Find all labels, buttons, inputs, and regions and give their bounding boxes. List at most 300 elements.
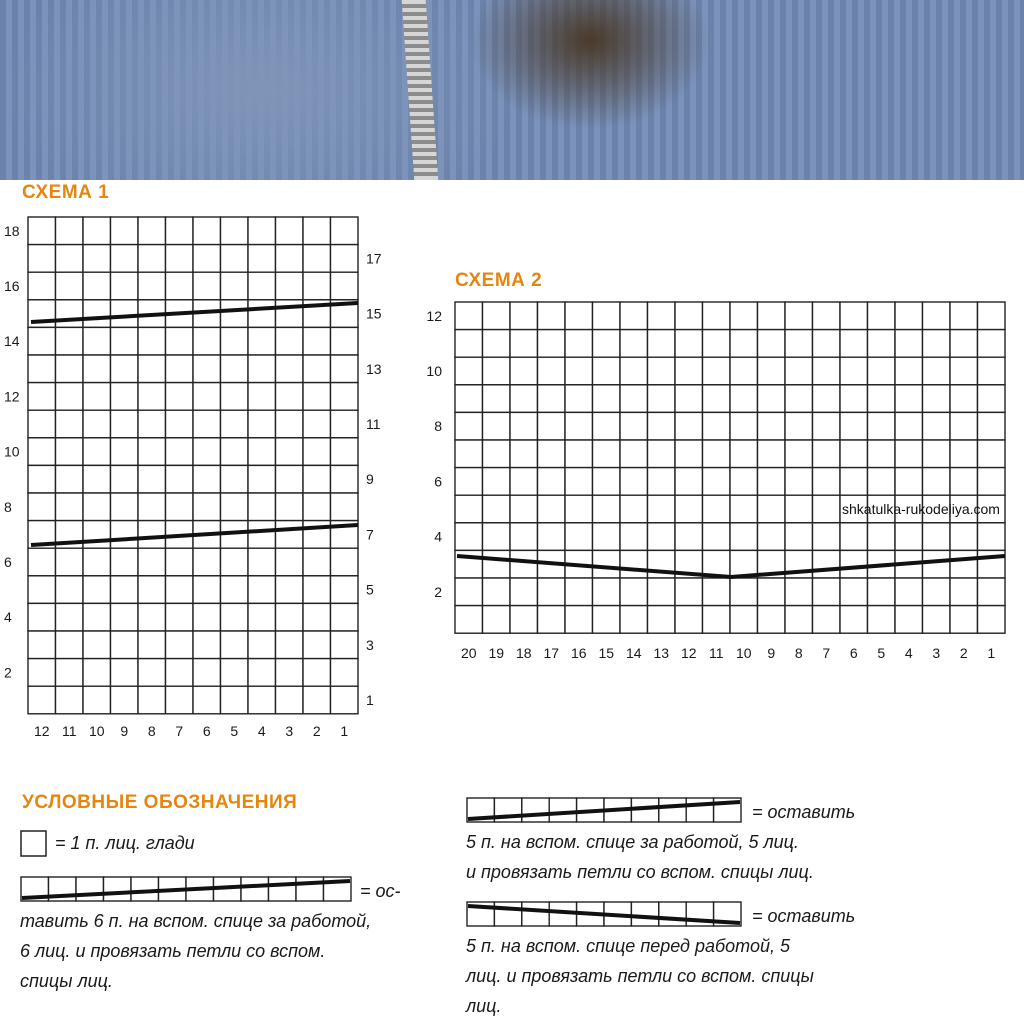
scheme1-cell — [248, 548, 276, 576]
scheme1-column-number: 5 — [230, 722, 239, 739]
scheme1-cell — [276, 245, 304, 273]
scheme1-cell — [166, 355, 194, 383]
scheme2-row-number: 12 — [426, 307, 442, 324]
scheme2-cell — [593, 440, 621, 468]
scheme2-column-number: 14 — [625, 645, 642, 662]
scheme1-cell — [276, 410, 304, 438]
scheme2-cell — [648, 495, 676, 523]
scheme2-cells — [455, 302, 1005, 633]
scheme1-cell — [111, 355, 139, 383]
scheme1-cell — [83, 631, 111, 659]
scheme2-cell — [785, 412, 813, 440]
scheme2-cell — [593, 412, 621, 440]
scheme2-cell — [593, 330, 621, 358]
scheme1-cell — [28, 631, 56, 659]
scheme1-cell — [193, 383, 221, 411]
scheme1-cell — [221, 631, 249, 659]
scheme2-cell — [840, 385, 868, 413]
scheme2-cell — [950, 523, 978, 551]
scheme1-cell — [248, 493, 276, 521]
scheme2-cell — [510, 550, 538, 578]
scheme1-cell — [83, 327, 111, 355]
scheme1-cell — [138, 438, 166, 466]
scheme2-cell — [868, 412, 896, 440]
scheme1-cell — [28, 493, 56, 521]
scheme1-cell — [166, 576, 194, 604]
scheme1-cell — [166, 327, 194, 355]
scheme2-cell — [813, 578, 841, 606]
scheme1-cell — [83, 686, 111, 714]
scheme2-cell — [620, 440, 648, 468]
scheme2-cell — [593, 302, 621, 330]
scheme1-cell — [28, 548, 56, 576]
scheme2-cell — [593, 523, 621, 551]
scheme1-row-number: 13 — [366, 360, 382, 377]
scheme1-cell — [221, 603, 249, 631]
scheme2-cell — [675, 468, 703, 496]
scheme2-cell — [455, 606, 483, 634]
scheme2-cell — [703, 523, 731, 551]
scheme1-row-number: 3 — [366, 636, 374, 653]
scheme1-cell — [138, 245, 166, 273]
scheme2-cell — [895, 468, 923, 496]
scheme1-cell — [193, 410, 221, 438]
scheme2-cell — [675, 302, 703, 330]
scheme1-cell — [221, 576, 249, 604]
scheme1-cell — [138, 217, 166, 245]
scheme1-cell — [331, 272, 359, 300]
scheme2-cell — [538, 357, 566, 385]
scheme1-cell — [138, 493, 166, 521]
scheme2-cell — [978, 357, 1006, 385]
scheme2-cell — [785, 468, 813, 496]
scheme2-cell — [758, 385, 786, 413]
scheme1-column-number: 3 — [285, 722, 294, 739]
scheme2-cell — [868, 330, 896, 358]
scheme2-cell — [868, 357, 896, 385]
scheme2-cell — [538, 385, 566, 413]
scheme1-cell — [248, 631, 276, 659]
scheme2-cell — [730, 385, 758, 413]
scheme1-cell — [56, 548, 84, 576]
scheme2-cell — [895, 578, 923, 606]
scheme1-cell — [83, 217, 111, 245]
scheme2-cell — [868, 440, 896, 468]
scheme1-row-number: 14 — [4, 333, 20, 350]
scheme1-cell — [248, 327, 276, 355]
scheme1-cell — [303, 327, 331, 355]
scheme2-cell — [895, 440, 923, 468]
scheme2-cell — [620, 330, 648, 358]
scheme1-cell — [248, 521, 276, 549]
scheme1-cell — [83, 300, 111, 328]
scheme1-cell — [83, 272, 111, 300]
scheme2-cell — [730, 523, 758, 551]
scheme2-cell — [565, 385, 593, 413]
scheme1-cell — [303, 686, 331, 714]
scheme2-cell — [950, 412, 978, 440]
scheme2-cell — [593, 468, 621, 496]
scheme1-cell — [138, 548, 166, 576]
scheme1-cell — [221, 686, 249, 714]
scheme1-cell — [83, 383, 111, 411]
scheme2-cell — [758, 495, 786, 523]
scheme2-cell — [593, 578, 621, 606]
scheme2-cell — [923, 550, 951, 578]
scheme2-cell — [895, 412, 923, 440]
scheme2-cell — [923, 330, 951, 358]
scheme1-cell — [28, 603, 56, 631]
scheme1-row-number: 18 — [4, 222, 20, 239]
scheme1-cell — [303, 217, 331, 245]
scheme2-cell — [730, 330, 758, 358]
scheme1-row-number: 4 — [4, 609, 12, 626]
scheme1-row-number: 9 — [366, 471, 374, 488]
scheme2-cell — [785, 606, 813, 634]
scheme1-cell — [138, 355, 166, 383]
scheme2-cell — [675, 412, 703, 440]
symbol-cell — [104, 877, 132, 901]
legend-item3-line2: 5 п. на вспом. спице за работой, 5 лиц. — [466, 832, 799, 852]
scheme2-cell — [840, 606, 868, 634]
scheme2-cell — [510, 385, 538, 413]
scheme2-cell — [813, 440, 841, 468]
scheme1-cell — [221, 659, 249, 687]
scheme2-cell — [565, 412, 593, 440]
scheme1-cell — [248, 410, 276, 438]
scheme2-cell — [758, 412, 786, 440]
scheme2-cell — [840, 302, 868, 330]
scheme1-cell — [166, 493, 194, 521]
scheme1-cell — [303, 465, 331, 493]
scheme1-cell — [111, 327, 139, 355]
scheme2-cell — [868, 468, 896, 496]
scheme1-cell — [303, 272, 331, 300]
scheme1-cell — [83, 603, 111, 631]
scheme1-column-number: 4 — [257, 722, 266, 739]
scheme1-row-number: 5 — [366, 581, 374, 598]
scheme2-cell — [565, 606, 593, 634]
scheme2-cell — [950, 440, 978, 468]
scheme1-cell — [331, 659, 359, 687]
scheme2-cell — [840, 523, 868, 551]
scheme2-cell — [923, 357, 951, 385]
scheme2-cell — [703, 606, 731, 634]
scheme2-cell — [675, 330, 703, 358]
scheme1-cell — [28, 383, 56, 411]
scheme2-column-number: 13 — [653, 645, 670, 662]
scheme2-title: СХЕМА 2 — [455, 270, 543, 291]
scheme1-row-number: 8 — [4, 498, 12, 515]
scheme1-cell — [248, 465, 276, 493]
scheme1-cell — [28, 576, 56, 604]
scheme1-cell — [56, 355, 84, 383]
scheme1-cell — [303, 631, 331, 659]
scheme2-cell — [648, 357, 676, 385]
scheme1-cell — [166, 383, 194, 411]
scheme1-cell — [111, 217, 139, 245]
scheme2-cell — [978, 330, 1006, 358]
scheme2-cell — [895, 330, 923, 358]
scheme2-cell — [840, 357, 868, 385]
scheme1-cell — [193, 465, 221, 493]
scheme1-cell — [193, 245, 221, 273]
scheme2-cell — [923, 440, 951, 468]
legend-item3-line1: = оставить — [752, 802, 856, 822]
symbol-cell — [631, 902, 658, 926]
scheme1-cell — [111, 686, 139, 714]
scheme1-cell — [166, 659, 194, 687]
scheme2-column-number: 19 — [488, 645, 505, 662]
scheme2-cell — [813, 385, 841, 413]
scheme2-cell — [978, 440, 1006, 468]
scheme1-cell — [248, 355, 276, 383]
scheme1-cell — [221, 438, 249, 466]
symbol-cell — [269, 877, 297, 901]
scheme1-cell — [276, 548, 304, 576]
scheme1-cell — [28, 686, 56, 714]
scheme1-cell — [56, 300, 84, 328]
scheme2-cell — [455, 523, 483, 551]
scheme2-cell — [538, 302, 566, 330]
scheme2-cell — [703, 357, 731, 385]
scheme1-column-number: 1 — [340, 722, 349, 739]
scheme2-cell — [758, 578, 786, 606]
scheme2-column-number: 10 — [735, 645, 752, 662]
scheme1-cell — [303, 245, 331, 273]
scheme1-cell — [111, 659, 139, 687]
scheme2-cell — [538, 440, 566, 468]
scheme2-cell — [703, 578, 731, 606]
scheme1-cell — [28, 438, 56, 466]
scheme2-cell — [455, 495, 483, 523]
scheme1-cell — [166, 686, 194, 714]
scheme2-cell — [620, 578, 648, 606]
scheme1-cell — [111, 603, 139, 631]
scheme2-cell — [730, 495, 758, 523]
scheme1-cell — [56, 438, 84, 466]
scheme1-cell — [138, 272, 166, 300]
scheme2-cell — [730, 302, 758, 330]
legend-item2-line4: спицы лиц. — [20, 971, 113, 991]
scheme1-cell — [331, 438, 359, 466]
scheme2-cell — [483, 578, 511, 606]
scheme1-cell — [248, 686, 276, 714]
scheme2-cell — [565, 357, 593, 385]
scheme2-cell — [758, 468, 786, 496]
symbol-cell — [686, 798, 713, 822]
scheme1-cell — [56, 493, 84, 521]
scheme2-cell — [813, 606, 841, 634]
scheme2-cell — [565, 468, 593, 496]
legend-item2-line2: тавить 6 п. на вспом. спице за работой, — [20, 911, 372, 931]
scheme1-cell — [56, 576, 84, 604]
scheme2-cell — [923, 578, 951, 606]
scheme2-cell — [840, 550, 868, 578]
scheme2-row-number: 6 — [434, 473, 442, 490]
scheme2-cell — [620, 550, 648, 578]
scheme1-cell — [221, 272, 249, 300]
scheme1-cell — [83, 548, 111, 576]
scheme1-cell — [166, 245, 194, 273]
scheme1-cell — [303, 603, 331, 631]
scheme1-cell — [303, 576, 331, 604]
scheme1-column-number: 2 — [312, 722, 321, 739]
scheme2-cell — [593, 357, 621, 385]
scheme2-cell — [978, 385, 1006, 413]
scheme1-cell — [276, 493, 304, 521]
scheme1-row-number: 10 — [4, 443, 20, 460]
scheme2-cell — [840, 578, 868, 606]
scheme2-cell — [620, 385, 648, 413]
scheme2-cell — [675, 578, 703, 606]
scheme2-column-number: 8 — [794, 645, 803, 662]
scheme2-left-row-numbers — [426, 308, 442, 600]
scheme2-cell — [895, 523, 923, 551]
scheme2-cell — [648, 468, 676, 496]
scheme2-cell — [510, 578, 538, 606]
scheme1-cell — [331, 548, 359, 576]
scheme2-cell — [675, 495, 703, 523]
scheme1-cell — [166, 631, 194, 659]
scheme1-cell — [111, 576, 139, 604]
scheme1-cell — [138, 383, 166, 411]
scheme1-cell — [331, 686, 359, 714]
scheme1-cell — [193, 217, 221, 245]
scheme2-cell — [758, 440, 786, 468]
scheme1-cell — [166, 465, 194, 493]
scheme1-title: СХЕМА 1 — [22, 182, 110, 203]
zipper — [402, 0, 439, 180]
scheme1-cell — [331, 603, 359, 631]
scheme2-cell — [483, 412, 511, 440]
scheme1-left-row-numbers — [4, 223, 20, 681]
scheme1-row-number: 2 — [4, 664, 12, 681]
scheme2-cell — [785, 495, 813, 523]
scheme1-cell — [331, 465, 359, 493]
scheme2-cell — [510, 440, 538, 468]
scheme2-cell — [455, 302, 483, 330]
scheme1-cell — [111, 383, 139, 411]
scheme1-row-number: 16 — [4, 278, 20, 294]
scheme1-cell — [221, 327, 249, 355]
scheme1-cell — [276, 659, 304, 687]
scheme2-cell — [510, 302, 538, 330]
scheme2-cell — [950, 385, 978, 413]
scheme2-cell — [455, 468, 483, 496]
scheme1-cell — [28, 659, 56, 687]
symbol-cell — [522, 798, 549, 822]
scheme1-cell — [331, 410, 359, 438]
scheme2-cell — [703, 440, 731, 468]
scheme1-cell — [331, 245, 359, 273]
scheme1-cell — [111, 548, 139, 576]
scheme1-cell — [83, 245, 111, 273]
scheme2-cell — [483, 550, 511, 578]
scheme2-cell — [785, 578, 813, 606]
scheme1-cell — [166, 410, 194, 438]
scheme2-cell — [950, 578, 978, 606]
legend-item4-line3: лиц. и провязать петли со вспом. спицы — [466, 966, 814, 986]
scheme1-cell — [276, 383, 304, 411]
scheme2-cell — [978, 578, 1006, 606]
scheme2-cell — [593, 606, 621, 634]
scheme2-cell — [455, 440, 483, 468]
scheme2-column-number: 12 — [680, 645, 697, 662]
scheme2-cell — [675, 440, 703, 468]
scheme1-cell — [221, 465, 249, 493]
scheme2-row-number: 4 — [434, 528, 442, 545]
scheme1-cell — [56, 410, 84, 438]
scheme2-cell — [648, 385, 676, 413]
scheme1-column-number: 11 — [61, 722, 77, 739]
scheme2-cell — [730, 606, 758, 634]
scheme1-cell — [221, 355, 249, 383]
scheme2-cell — [593, 550, 621, 578]
scheme2-cell — [950, 330, 978, 358]
scheme2-cell — [868, 302, 896, 330]
scheme1-cell — [28, 355, 56, 383]
scheme1-cell — [303, 493, 331, 521]
scheme2-column-numbers — [461, 645, 995, 661]
scheme2-cell — [648, 440, 676, 468]
scheme2-column-number: 18 — [515, 645, 532, 662]
cable-5-back-symbol — [466, 797, 744, 825]
scheme2-row-number: 2 — [434, 583, 442, 600]
scheme1-cell — [56, 686, 84, 714]
symbol-cell — [659, 902, 686, 926]
scheme2-column-number: 3 — [932, 645, 941, 662]
scheme2-cell — [675, 606, 703, 634]
scheme2-cell — [703, 468, 731, 496]
scheme2-cell — [510, 523, 538, 551]
scheme1-cell — [111, 521, 139, 549]
symbol-cell — [76, 877, 104, 901]
scheme1-cell — [221, 410, 249, 438]
scheme2-cell — [978, 468, 1006, 496]
scheme1-cell — [56, 465, 84, 493]
scheme2-cell — [593, 385, 621, 413]
scheme2-cell — [620, 357, 648, 385]
scheme1-cell — [166, 272, 194, 300]
scheme2-cell — [785, 302, 813, 330]
legend-item1-text: = 1 п. лиц. глади — [55, 833, 195, 853]
scheme2-cell — [978, 302, 1006, 330]
legend-item4-line1: = оставить — [752, 906, 856, 926]
scheme1-row-number: 15 — [366, 305, 382, 322]
scheme2-cell — [538, 578, 566, 606]
scheme2-grid — [420, 290, 1024, 670]
scheme1-column-number: 8 — [147, 722, 156, 739]
scheme1-cell — [28, 410, 56, 438]
scheme2-cell — [813, 302, 841, 330]
scheme2-column-number: 7 — [822, 645, 831, 662]
scheme2-cell — [758, 606, 786, 634]
scheme1-cell — [331, 355, 359, 383]
scheme2-cell — [510, 468, 538, 496]
scheme1-cell — [56, 603, 84, 631]
symbol-cell — [241, 877, 269, 901]
scheme2-cell — [895, 385, 923, 413]
scheme2-cell — [648, 302, 676, 330]
scheme2-cell — [895, 606, 923, 634]
scheme1-cell — [166, 217, 194, 245]
scheme2-cell — [483, 606, 511, 634]
scheme2-cell — [813, 412, 841, 440]
scheme1-row-number: 12 — [4, 388, 20, 405]
scheme1-cell — [248, 272, 276, 300]
scheme2-cell — [840, 330, 868, 358]
